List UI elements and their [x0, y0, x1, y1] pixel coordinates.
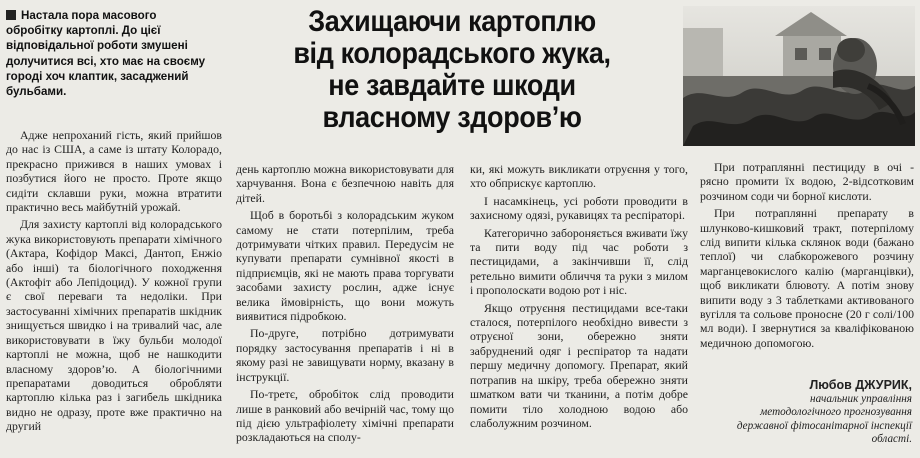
column-1	[6, 128, 222, 454]
author-name: Любов ДЖУРИК,	[809, 378, 912, 392]
paragraph: По-третє, обробіток слід проводити лише в ранковий або вечірній час, тому що під дією ультрафіолету хімічні препарати розкладаються на сполу-	[236, 387, 454, 445]
headline-line: власному здоров’ю	[322, 101, 582, 134]
bullet-square-icon	[6, 10, 16, 20]
paragraph: Щоб в боротьбі з колорадським жуком самому не стати потерпілим, треба дотримувати чітких правил. Передусім не купувати препарати сумнівної якості в підприємців, які не мають права торгувати засобами захисту рослин, адже існує велика ймовірність, що вони можуть виявитися підробкою.	[236, 208, 454, 324]
photo-image	[683, 6, 915, 146]
paragraph: день картоплю можна використовувати для харчування. Вона є безпечною навіть для дітей.	[236, 162, 454, 205]
author-role-line: методологічного прогнозування	[760, 406, 912, 419]
lead-text: Настала пора масового обробітку картоплі. До цієї відповідальної роботи змушені долучитися всі, хто має на своєму городі хоч клаптик, засаджений бульбами.	[6, 9, 206, 99]
paragraph: При потраплянні пестициду в очі - рясно промити їх водою, 2-відсотковим розчином соди чи борної кислоти.	[700, 160, 914, 203]
author-role-line: області.	[871, 433, 912, 446]
author-signature	[700, 378, 912, 447]
headline-line: від колорадського жука,	[293, 37, 611, 70]
column-4	[700, 160, 914, 380]
paragraph: ки, які можуть викликати отруєння у того, хто обприскує картоплю.	[470, 162, 688, 191]
paragraph: При потраплянні препарату в шлунково-кишковий тракт, потерпілому слід випити кілька склянок води (бажано теплої) чи слабкорожевого розчину марганцевокислого калію (марганцівки), щоб викликати блювоту. А потім знову випити воду з 3 таблетками активованого вугілля та сольове проносне (20 г солі/100 мл води). І звернутися за кваліфікованою медичною допомогою.	[700, 206, 914, 350]
paragraph: Для захисту картоплі від колорадського жука використовують препарати хімічного (Актара, Кофідор Максі, Дантоп, Енжіо або інші) та біологічного походження (Актофіт або Лепідоцид). У кожної групи є свої переваги та недоліки. При застосуванні хімічних препаратів шкідник знищується швидко і на тривалий час, але використовувати в їжу бульби молодої картоплі не можна, щоб не нашкодити власному здоров’ю. А біологічними препаратами доводиться обробляти картоплю кілька раз і загибель шкідника видно не одразу, проте вже практично на другий	[6, 217, 222, 434]
author-role-line: державної фітосанітарної інспекції	[736, 419, 912, 432]
column-3	[470, 162, 688, 454]
lead-paragraph	[6, 8, 214, 99]
headline-line: не завдайте шкоди	[328, 69, 576, 102]
author-role-line: начальник управління	[810, 393, 912, 405]
paragraph: І насамкінець, усі роботи проводити в захисному одязі, рукавицях та респіраторі.	[470, 193, 688, 223]
paragraph: Адже непроханий гість, який прийшов до нас із США, а саме із штату Колорадо, прекрасно прижився в наших умовах і позбутися його не просто. Проте якщо сидіти склавши руки, можна втратити практично весь майбутній урожай.	[6, 128, 222, 215]
article-headline	[254, 6, 650, 134]
column-2	[236, 162, 454, 454]
article-photo	[683, 6, 915, 146]
headline-line: Захищаючи картоплю	[308, 5, 596, 38]
paragraph: Категорично забороняється вживати їжу та пити воду під час роботи з пестицидами, а закінчивши її, слід ретельно вимити обличчя та руки з милом і прополоскати водою рот і ніс.	[470, 225, 688, 298]
paragraph: Якщо отруєння пестицидами все-таки сталося, потерпілого необхідно вивести з отруєної зони, обережно зняти забруднений одяг і респіратор та надати першу медичну допомогу. Препарат, який потрапив на шкіру, треба обережно зняти шматком вати чи тканини, а потім добре помити тіло холодною водою або слаболужним розчином.	[470, 300, 688, 430]
paragraph: По-друге, потрібно дотримувати порядку застосування препаратів і ні в якому разі не завищувати норму, вказану в інструкції.	[236, 326, 454, 384]
